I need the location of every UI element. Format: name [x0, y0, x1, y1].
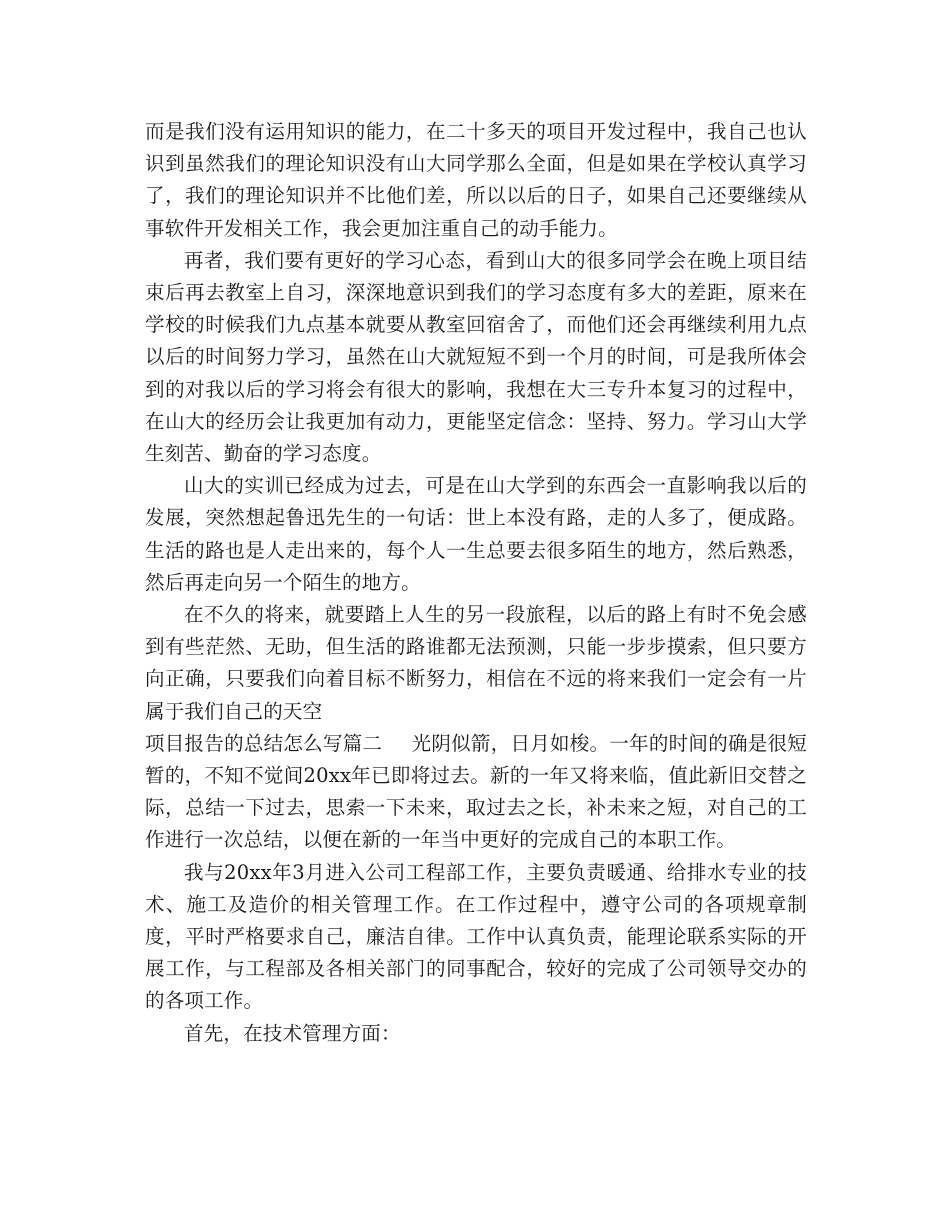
section-title: 项目报告的总结怎么写篇二	[145, 731, 383, 755]
section-heading-paragraph	[145, 728, 807, 857]
paragraph-4: 在不久的将来，就要踏上人生的另一段旅程，以后的路上有时不免会感到有些茫然、无助，但生活的路谁都无法预测，只能一步步摸索，但只要方向正确，只要我们向着目标不断努力，相信在不远的将来我们一定会有一片属于我们自己的天空	[145, 603, 807, 723]
paragraph-2: 再者，我们要有更好的学习心态，看到山大的很多同学会在晚上项目结束后再去教室上自习，深深地意识到我们的学习态度有多大的差距，原来在学校的时候我们九点基本就要从教室回宿舍了，而他们还会再继续利用九点以后的时间努力学习，虽然在山大就短短不到一个月的时间，可是我所体会到的对我以后的学习将会有很大的影响，我想在大三专升本复习的过程中，在山大的经历会让我更加有动力，更能坚定信念：坚持、努力。学习山大学生刻苦、勤奋的学习态度。	[145, 248, 807, 466]
paragraph-6: 首先，在技术管理方面：	[184, 1021, 401, 1045]
paragraph-5: 我与20xx年3月进入公司工程部工作，主要负责暖通、给排水专业的技术、施工及造价的相关管理工作。在工作过程中，遵守公司的各项规章制度，平时严格要求自己，廉洁自律。工作中认真负责，能理论联系实际的开展工作，与工程部及各相关部门的同事配合，较好的完成了公司领导交办的的各项工作。	[145, 860, 807, 1013]
section-first-text: 光阴似箭，日月如梭。一年的时间的确是很短暂的，不知不觉间20xx年已即将过去。新的一年又将来临，值此新旧交替之际，总结一下过去，思索一下未来，取过去之长，补未来之短，对自己的工作进行一次总结，以便在新的一年当中更好的完成自己的本职工作。	[145, 731, 807, 852]
paragraph-1: 而是我们没有运用知识的能力，在二十多天的项目开发过程中，我自己也认识到虽然我们的理论知识没有山大同学那么全面，但是如果在学校认真学习了，我们的理论知识并不比他们差，所以以后的日子，如果自己还要继续从事软件开发相关工作，我会更加注重自己的动手能力。	[145, 120, 807, 240]
document-body	[145, 116, 807, 1050]
paragraph-3: 山大的实训已经成为过去，可是在山大学到的东西会一直影响我以后的发展，突然想起鲁迅先生的一句话：世上本没有路，走的人多了，便成路。生活的路也是人走出来的，每个人一生总要去很多陌生的地方，然后熟悉，然后再走向另一个陌生的地方。	[145, 474, 807, 594]
